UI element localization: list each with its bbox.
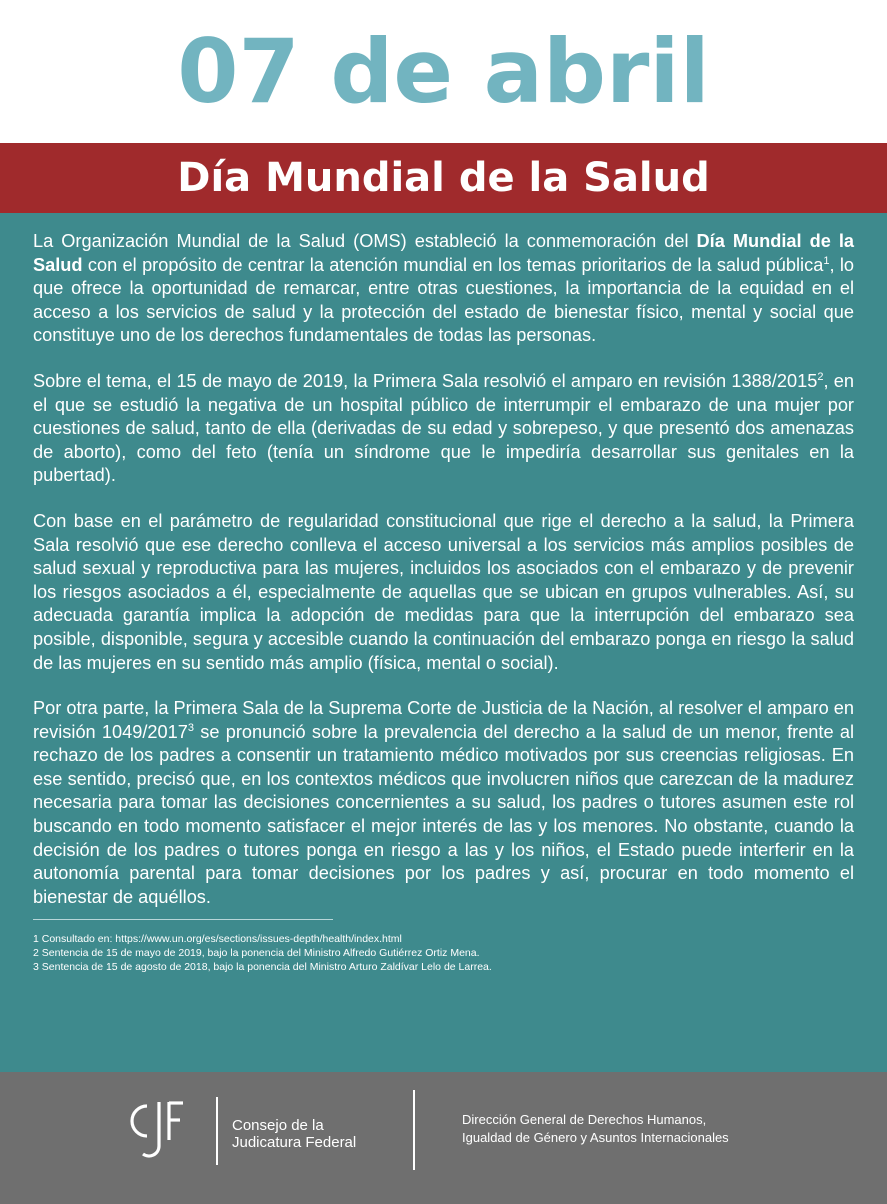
paragraph-4	[33, 697, 854, 909]
paragraph-1	[33, 230, 854, 348]
paragraph-4-text-2: se pronunció sobre la prevalencia del derecho a la salud de un menor, frente al rechazo de los padres a consentir un tratamiento médico motivados por sus creencias religiosas. En ese sentido, precisó que, en los contextos médicos que involucren niños que carezcan de la madurez necesaria para tomar las decisiones concernientes a su salud, los padres o tutores asumen este rol buscando en todo momento satisfacer el mejor interés de las y los menores. No obstante, cuando la decisión de los padres o tutores ponga en riesgo a las y los niños, el Estado puede interferir en la autonomía parental para tomar decisiones por los padres y así, procurar en todo momento el bienestar de aquéllos.	[33, 721, 854, 907]
footnote-divider	[33, 919, 333, 920]
date-title: 07 de abril	[177, 19, 710, 123]
department-line-1: Dirección General de Derechos Humanos,	[462, 1112, 707, 1127]
paragraph-1-bold: Día Mundial de la Salud	[33, 231, 855, 275]
footer	[0, 1072, 887, 1204]
department-line-2: Igualdad de Género y Asuntos Internacionales	[462, 1130, 729, 1145]
org-name	[232, 1117, 356, 1151]
footnote-1: 1 Consultado en: https://www.un.org/es/sections/issues-depth/health/index.html	[33, 933, 402, 946]
footnote-3: 3 Sentencia de 15 de agosto de 2018, bajo la ponencia del Ministro Arturo Zaldívar Lelo de Larrea.	[33, 961, 492, 974]
org-name-line-2: Judicatura Federal	[232, 1134, 357, 1151]
department-name	[462, 1111, 729, 1147]
paragraph-1-text: La Organización Mundial de la Salud (OMS) estableció la conmemoración del	[33, 231, 697, 251]
day-title: Día Mundial de la Salud	[177, 155, 710, 201]
footnote-ref-1: 1	[823, 254, 830, 267]
paragraph-3: Con base en el parámetro de regularidad constitucional que rige el derecho a la salud, la Primera Sala resolvió que ese derecho conlleva el acceso universal a los servicios más amplios posibles de salud sexual y reproductiva para las mujeres, incluidos los asociados con el embarazo y de prevenir los riesgos asociados a él, especialmente de aquellas que se ubican en grupos vulnerables. Así, su adecuada garantía implica la adopción de medidas para que la interrupción del embarazo sea posible, disponible, segura y accesible cuando la continuación del embarazo ponga en riesgo la salud de las mujeres en su sentido más amplio (física, mental o social).	[33, 510, 854, 673]
paragraph-2-text: Sobre el tema, el 15 de mayo de 2019, la Primera Sala resolvió el amparo en revisión 1388/2015	[33, 370, 818, 391]
footnote-ref-3: 3	[187, 721, 195, 734]
content-panel	[0, 213, 887, 1072]
day-banner	[0, 143, 887, 213]
paragraph-2-text-2: , en el que se estudió la negativa de un hospital público de interrumpir el embarazo de una mujer por cuestiones de salud, tanto de ella (derivadas de su edad y sobrepeso, y que presentó dos amenazas de aborto), como del feto (tenía un síndrome que le impediría desarrollar sus genitales en la pubertad).	[33, 370, 854, 486]
logo-divider	[216, 1097, 218, 1165]
footnote-ref-2: 2	[817, 370, 824, 383]
paragraph-4-text: Por otra parte, la Primera Sala de la Suprema Corte de Justicia de la Nación, al resolver el amparo en revisión 1049/2017	[33, 698, 854, 742]
org-name-line-1: Consejo de la	[232, 1117, 324, 1134]
paragraph-2	[33, 370, 854, 488]
paragraph-1-text-3: , lo que ofrece la oportunidad de remarcar, entre otras cuestiones, la importancia de la equidad en el acceso a los servicios de salud y la protección del estado de bienestar físico, mental y social que constituye uno de los derechos fundamentales de todas las personas.	[33, 254, 854, 346]
cjf-logo-icon	[125, 1096, 205, 1166]
footnote-2: 2 Sentencia de 15 de mayo de 2019, bajo la ponencia del Ministro Alfredo Gutiérrez Ortiz Mena.	[33, 947, 480, 960]
section-divider	[413, 1090, 415, 1170]
date-header	[0, 0, 887, 143]
paragraph-1-text-2: con el propósito de centrar la atención mundial en los temas prioritarios de la salud pública	[82, 254, 824, 275]
